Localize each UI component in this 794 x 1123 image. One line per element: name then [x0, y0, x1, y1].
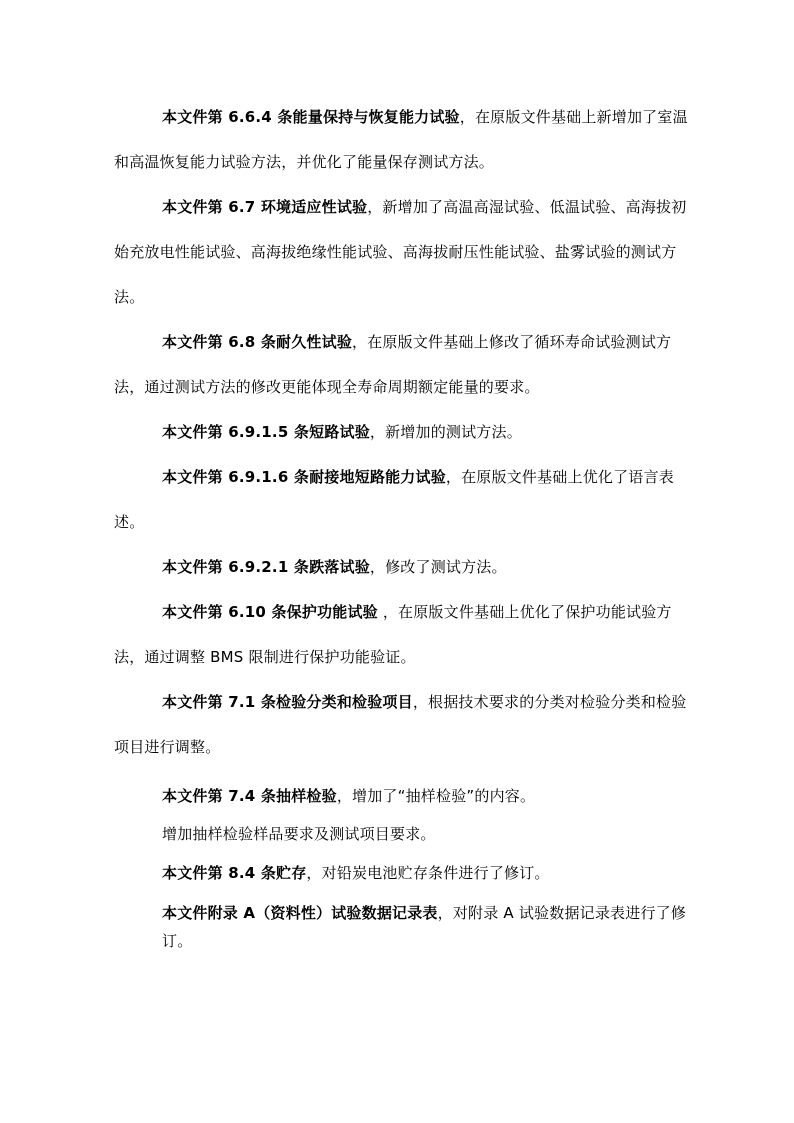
clause-title: 本文件第 8.4 条贮存 — [162, 864, 307, 882]
clause-text: ，对铅炭电池贮存条件进行了修订。 — [306, 864, 550, 882]
clause-title: 本文件第 6.9.1.5 条短路试验 — [162, 423, 370, 441]
paragraph-6-7 — [114, 185, 694, 320]
clause-title: 本文件第 6.6.4 条能量保持与恢复能力试验 — [162, 108, 460, 126]
clause-title: 本文件第 6.9.1.6 条耐接地短路能力试验 — [162, 468, 446, 486]
clause-text: 增加抽样检验样品要求及测试项目要求。 — [162, 825, 436, 843]
paragraph-7-4 — [114, 786, 694, 806]
clause-text: ，在原版文件基础上新增加了室温和高温恢复能力试验方法，并优化了能量保存测试方法。 — [114, 108, 688, 171]
clause-text: ，根据技术要求的分类对检验分类和检验项目进行调整。 — [114, 693, 687, 756]
clause-text: ，新增加的测试方法。 — [369, 423, 522, 441]
clause-title: 本文件第 7.1 条检验分类和检验项目 — [162, 693, 413, 711]
paragraph-6-8 — [114, 320, 694, 410]
paragraph-6-9-1-5 — [114, 410, 694, 455]
clause-text: ，在原版文件基础上修改了循环寿命试验测试方法，通过测试方法的修改更能体现全寿命周期额定能量的要求。 — [114, 333, 672, 396]
paragraph-appendix-a — [162, 899, 694, 955]
clause-title: 本文件第 6.9.2.1 条跌落试验 — [162, 558, 370, 576]
clause-text: ，对附录 A 试验数据记录表进行了修订。 — [162, 904, 687, 950]
clause-title: 本文件附录 A（资料性）试验数据记录表 — [162, 904, 438, 922]
clause-text: ，在原版文件基础上优化了保护功能试验方法，通过调整 BMS 限制进行保护功能验证。 — [114, 603, 672, 666]
clause-title: 本文件第 6.8 条耐久性试验 — [162, 333, 353, 351]
paragraph-7-1 — [114, 680, 694, 770]
paragraph-7-4-supplement — [114, 824, 694, 844]
paragraph-6-6-4 — [114, 95, 694, 185]
paragraph-6-10 — [114, 590, 694, 680]
clause-text: ，增加了“抽样检验”的内容。 — [336, 787, 536, 805]
paragraph-8-4 — [114, 863, 694, 883]
clause-title: 本文件第 6.7 环境适应性试验 — [162, 198, 368, 216]
paragraph-6-9-2-1 — [114, 545, 694, 590]
clause-text: ，修改了测试方法。 — [369, 558, 507, 576]
clause-title: 本文件第 6.10 条保护功能试验 — [162, 603, 378, 621]
clause-text: ，在原版文件基础上优化了语言表述。 — [114, 468, 674, 531]
clause-title: 本文件第 7.4 条抽样检验 — [162, 787, 337, 805]
paragraph-6-9-1-6 — [114, 455, 694, 545]
clause-text: ，新增加了高温高湿试验、低温试验、高海拔初始充放电性能试验、高海拔绝缘性能试验、高海拔耐压性能试验、盐雾试验的测试方法。 — [114, 198, 687, 306]
